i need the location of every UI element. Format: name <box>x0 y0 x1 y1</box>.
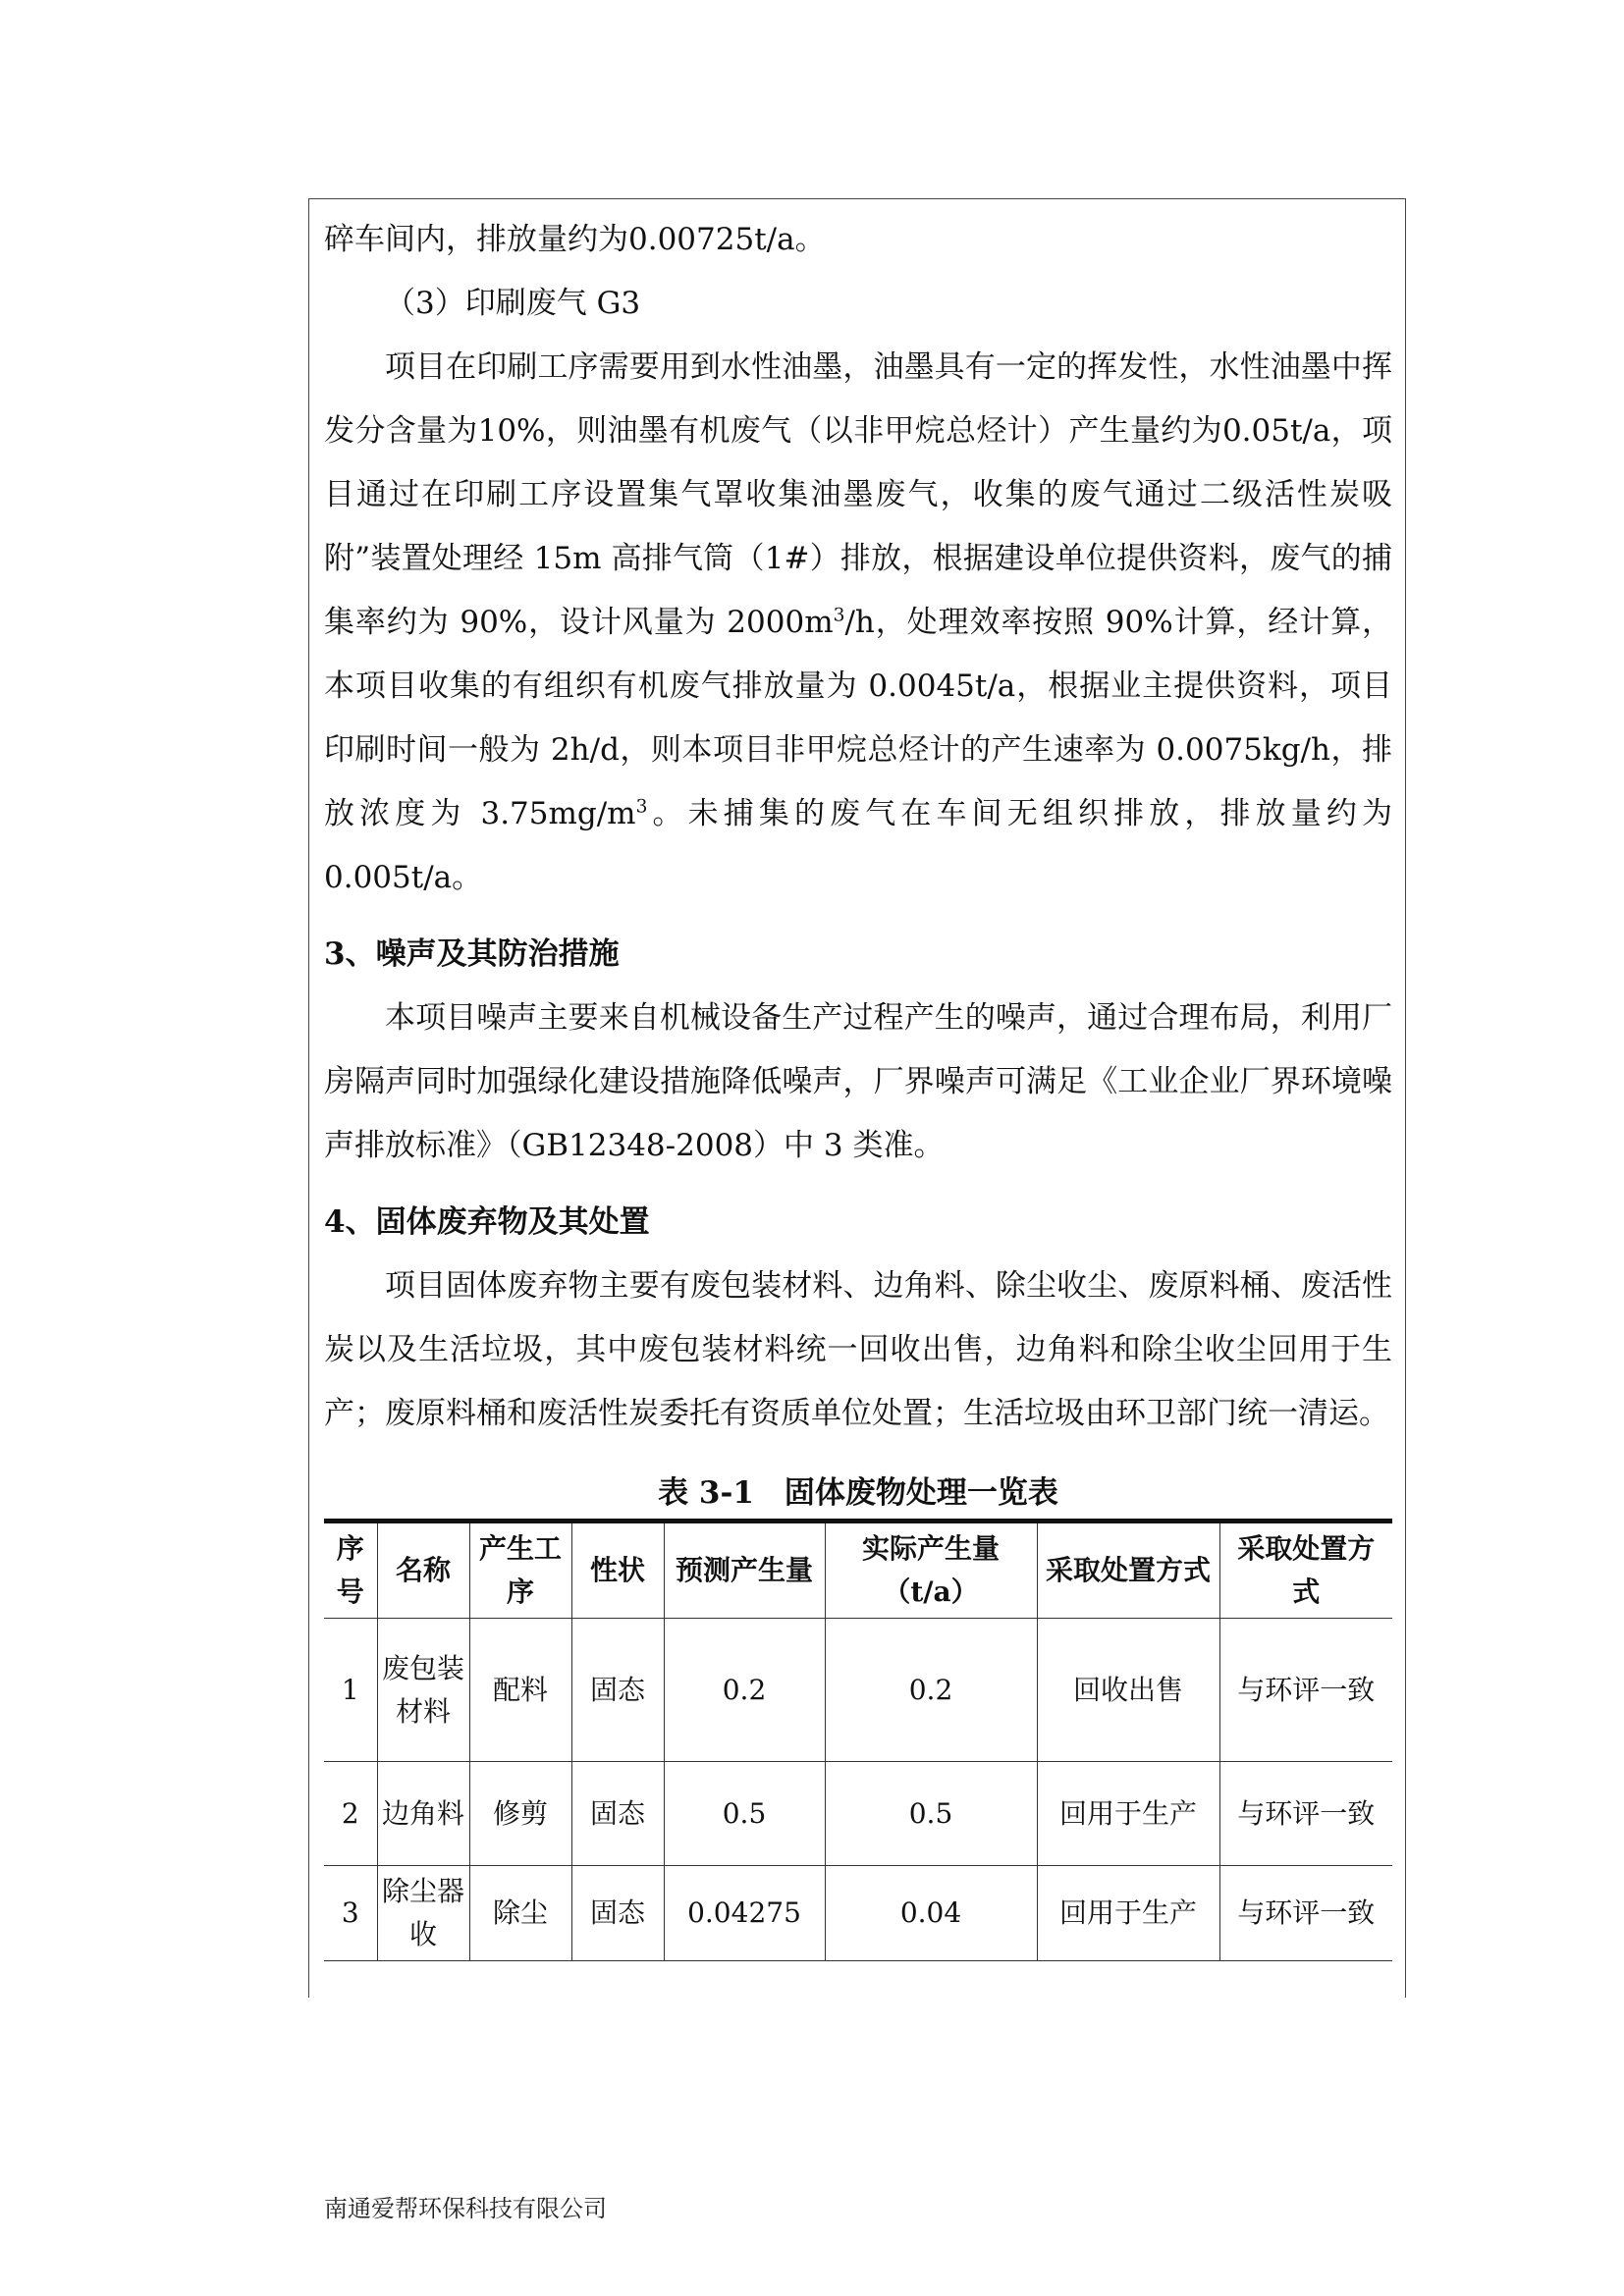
table-cell: 2 <box>324 1762 377 1866</box>
table-cell: 回用于生产 <box>1037 1762 1219 1866</box>
table-cell: 固态 <box>571 1619 664 1762</box>
table-cell: 回用于生产 <box>1037 1866 1219 1961</box>
table-cell: 0.04275 <box>664 1866 825 1961</box>
column-header: 采取处置方式 <box>1037 1522 1219 1619</box>
paragraph-top: 碎车间内，排放量约为0.00725t/a。 <box>324 222 826 257</box>
column-header: 产生工序 <box>469 1522 571 1619</box>
document-body <box>324 208 1392 1961</box>
table-cell: 回收出售 <box>1037 1619 1219 1762</box>
table-row <box>324 1619 1392 1762</box>
subsection-g3-title: （3）印刷废气 G3 <box>385 286 641 321</box>
column-header: 序号 <box>324 1522 377 1619</box>
table-cell: 与环评一致 <box>1219 1762 1392 1866</box>
table-row <box>324 1762 1392 1866</box>
table-cell: 0.5 <box>664 1762 825 1866</box>
heading-solid-waste: 4、固体废弃物及其处置 <box>324 1204 650 1240</box>
table-caption: 表 3-1 固体废物处理一览表 <box>658 1475 1058 1511</box>
superscript: 3 <box>635 796 648 818</box>
table-cell: 固态 <box>571 1762 664 1866</box>
paragraph-g3 <box>324 336 1392 910</box>
g3-text-c: 。未捕集的废气在车间无组织排放，排放量约为 0.005t/a。 <box>324 796 1392 895</box>
table-cell: 除尘 <box>469 1866 571 1961</box>
table-cell: 0.5 <box>825 1762 1037 1866</box>
g3-text-a: 项目在印刷工序需要用到水性油墨，油墨具有一定的挥发性，水性油墨中挥发分含量为10%，则油墨有机废气（以非甲烷总烃计）产生量约为0.05t/a，项目通过在印刷工序设置集气罩收集油墨废气，收集的废气通过二级活性炭吸附”装置处理经 15m 高排气筒（1#）排放，根据建设单位提供资料，废气的捕集率约为 90%，设计风量为 2000m <box>324 349 1392 640</box>
paragraph-solid-waste: 项目固体废弃物主要有废包装材料、边角料、除尘收尘、废原料桶、废活性炭以及生活垃圾，其中废包装材料统一回收出售，边角料和除尘收尘回用于生产；废原料桶和废活性炭委托有资质单位处置；生活垃圾由环卫部门统一清运。 <box>324 1268 1392 1431</box>
column-header: 实际产生量（t/a） <box>825 1522 1037 1619</box>
table-header-row <box>324 1522 1392 1619</box>
table-cell: 固态 <box>571 1866 664 1961</box>
paragraph-noise: 本项目噪声主要来自机械设备生产过程产生的噪声，通过合理布局，利用厂房隔声同时加强绿化建设措施降低噪声，厂界噪声可满足《工业企业厂界环境噪声排放标准》（GB12348-2008）中 3 类准。 <box>324 1000 1392 1163</box>
solid-waste-table <box>324 1519 1392 1961</box>
table-cell: 1 <box>324 1619 377 1762</box>
table-cell: 0.04 <box>825 1866 1037 1961</box>
table-cell: 配料 <box>469 1619 571 1762</box>
table-row <box>324 1866 1392 1961</box>
superscript: 3 <box>833 605 845 626</box>
heading-noise: 3、噪声及其防治措施 <box>324 936 620 972</box>
column-header: 预测产生量 <box>664 1522 825 1619</box>
table-cell: 边角料 <box>377 1762 469 1866</box>
column-header: 名称 <box>377 1522 469 1619</box>
column-header: 采取处置方式 <box>1219 1522 1392 1619</box>
table-cell: 废包装材料 <box>377 1619 469 1762</box>
table-cell: 修剪 <box>469 1762 571 1866</box>
table-cell: 与环评一致 <box>1219 1619 1392 1762</box>
table-cell: 0.2 <box>664 1619 825 1762</box>
footer-company-name: 南通爱帮环保科技有限公司 <box>324 2195 607 2222</box>
table-cell: 3 <box>324 1866 377 1961</box>
table-cell: 除尘器收 <box>377 1866 469 1961</box>
table-cell: 与环评一致 <box>1219 1866 1392 1961</box>
table-cell: 0.2 <box>825 1619 1037 1762</box>
g3-text-b: /h，处理效率按照 90%计算，经计算，本项目收集的有组织有机废气排放量为 0.0045t/a，根据业主提供资料，项目印刷时间一般为 2h/d，则本项目非甲烷总烃计的产生速率为 0.0075kg/h，排放浓度为 3.75mg/m <box>324 605 1392 831</box>
column-header: 性状 <box>571 1522 664 1619</box>
